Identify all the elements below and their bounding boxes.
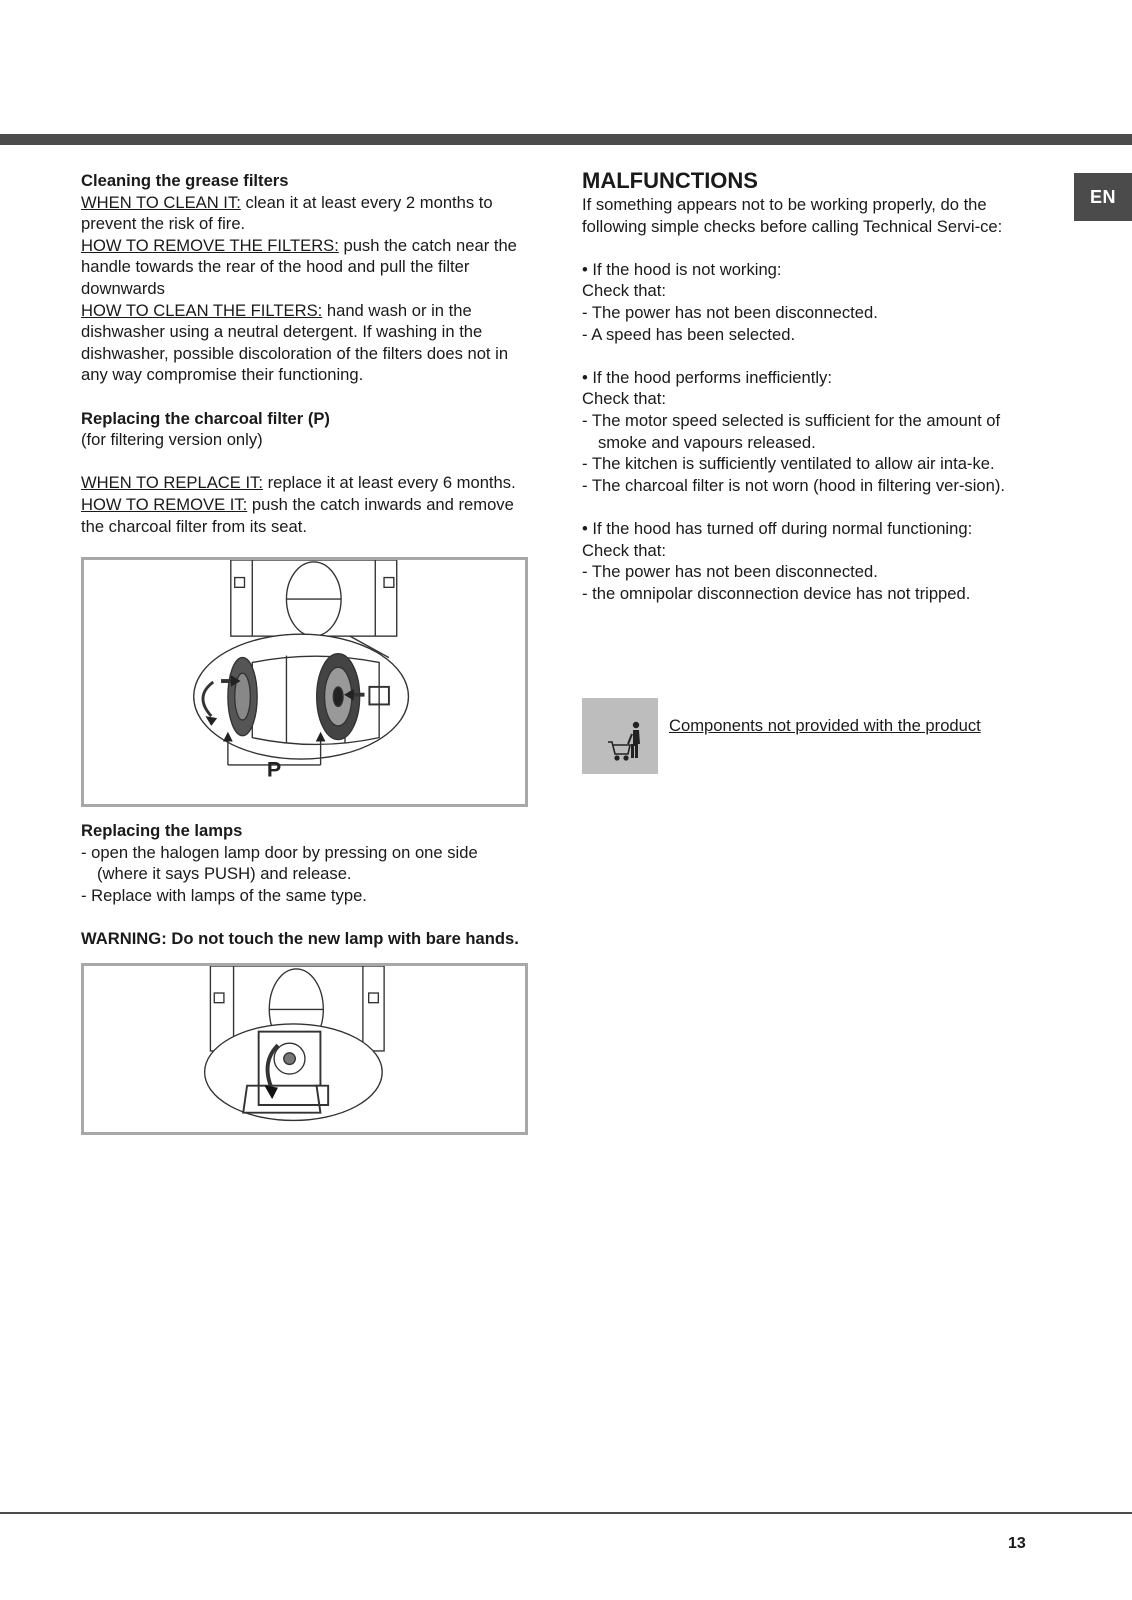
case1-condition: • If the hood is not working: — [582, 259, 782, 279]
when-to-replace-paragraph — [81, 472, 531, 494]
case2-item-2: - The kitchen is sufficiently ventilated to allow air inta-ke. — [582, 454, 995, 474]
when-to-clean-paragraph — [81, 192, 531, 235]
when-to-clean-text: clean it at least every 2 months to prevent the risk of fire. — [81, 192, 493, 234]
how-to-remove-text: push the catch near the handle towards the rear of the hood and pull the filter downwards — [81, 235, 517, 298]
case3-condition: • If the hood has turned off during normal functioning: — [582, 518, 973, 538]
footer-rule — [0, 1512, 1132, 1514]
case2-item-1: - The motor speed selected is sufficient for the amount of smoke and vapours released. — [582, 410, 1001, 452]
case2-check-label: Check that: — [582, 389, 666, 409]
charcoal-filter-illustration — [84, 560, 525, 804]
grease-filters-title: Cleaning the grease filters — [81, 171, 289, 190]
charcoal-filter-title: Replacing the charcoal filter (P) — [81, 408, 330, 428]
how-to-remove-it-paragraph — [81, 494, 531, 537]
when-to-clean-label: WHEN TO CLEAN IT: — [81, 192, 241, 212]
case1-check-label: Check that: — [582, 281, 666, 301]
shopping-cart-person-icon — [582, 698, 658, 774]
when-to-replace-label: WHEN TO REPLACE IT: — [81, 473, 263, 493]
lamps-section — [81, 820, 531, 950]
lamps-item-2: - Replace with lamps of the same type. — [81, 885, 367, 905]
page-number: 13 — [1008, 1535, 1026, 1552]
how-to-clean-paragraph — [81, 300, 531, 386]
case1-item-1: - The power has not been disconnected. — [582, 302, 878, 322]
charcoal-filter-figure — [81, 557, 528, 807]
how-to-remove-it-label: HOW TO REMOVE IT: — [81, 494, 248, 514]
how-to-clean-label: HOW TO CLEAN THE FILTERS: — [81, 300, 323, 320]
when-to-replace-text: replace it at least every 6 months. — [262, 473, 516, 493]
lamps-item-1: - open the halogen lamp door by pressing on one side (where it says PUSH) and release. — [81, 842, 478, 884]
left-column — [81, 170, 531, 537]
how-to-clean-text: hand wash or in the dishwasher using a neutral detergent. If washing in the dishwasher, possible discoloration of the filters does not in any way compromise their functioning. — [81, 300, 509, 385]
malfunctions-intro: If something appears not to be working properly, do the following simple checks before calling Technical Servi-ce: — [582, 195, 1003, 236]
case3-item-1: - The power has not been disconnected. — [582, 562, 878, 582]
case1-item-2: - A speed has been selected. — [582, 324, 796, 344]
language-tab: EN — [1074, 173, 1132, 221]
lamp-illustration — [84, 966, 525, 1132]
how-to-remove-paragraph — [81, 235, 531, 300]
lamp-warning: WARNING: Do not touch the new lamp with bare hands. — [81, 928, 519, 948]
lamp-figure — [81, 963, 528, 1135]
components-note: Components not provided with the product — [669, 716, 981, 735]
case3-item-2: - the omnipolar disconnection device has not tripped. — [582, 583, 971, 603]
right-column — [582, 168, 1042, 604]
case3-check-label: Check that: — [582, 540, 666, 560]
how-to-remove-it-text: push the catch inwards and remove the charcoal filter from its seat. — [81, 494, 514, 536]
malfunctions-title: MALFUNCTIONS — [582, 168, 758, 193]
case2-condition: • If the hood performs inefficiently: — [582, 367, 832, 387]
charcoal-filter-subtitle: (for filtering version only) — [81, 430, 263, 450]
lamps-title: Replacing the lamps — [81, 821, 243, 840]
figure1-label-p: P — [266, 757, 282, 782]
case2-item-3: - The charcoal filter is not worn (hood in filtering ver-sion). — [582, 475, 1006, 495]
header-bar — [0, 134, 1132, 145]
how-to-remove-label: HOW TO REMOVE THE FILTERS: — [81, 235, 339, 255]
